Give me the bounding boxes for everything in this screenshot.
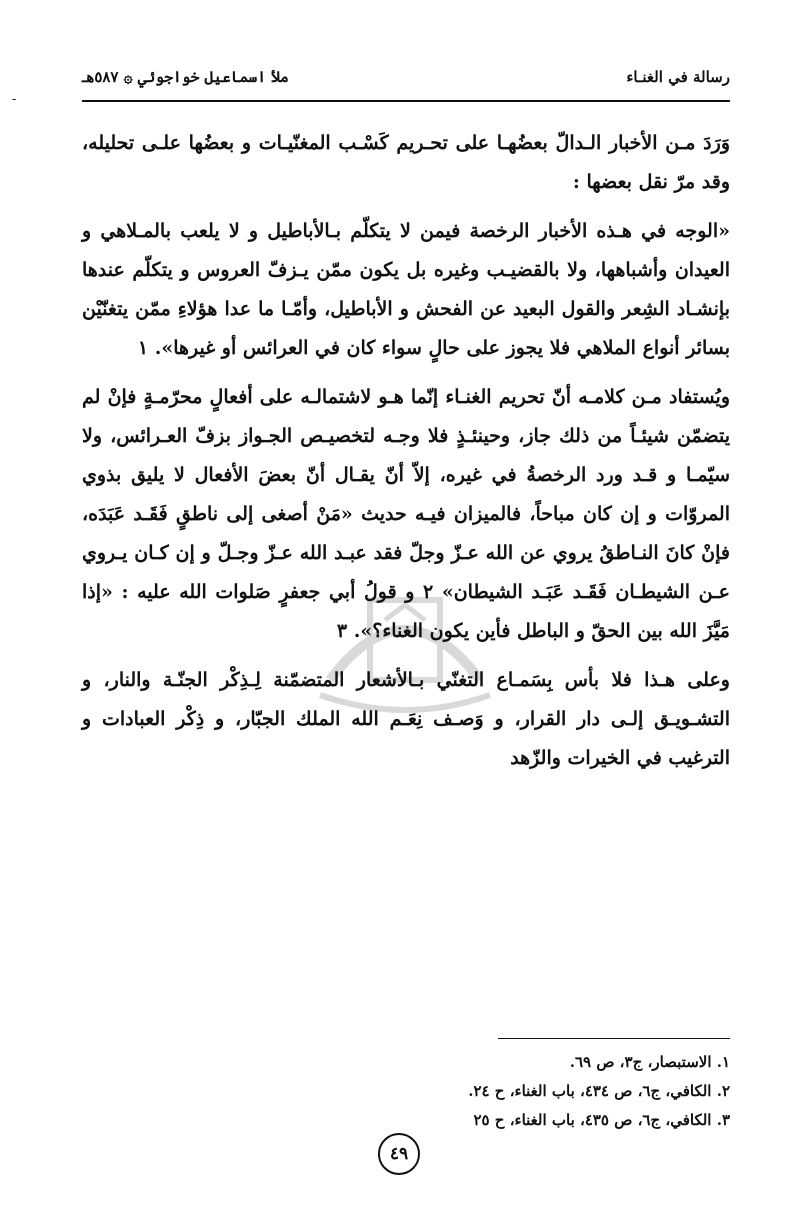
footnotes: [82, 1048, 730, 1135]
footnote-rule: [498, 1038, 730, 1039]
page-number: ٤٩: [378, 1133, 420, 1175]
footnote-2: ٢. الكافي، ج٦، ص ٤٣٤، باب الغناء، ح ٢٤.: [468, 1082, 730, 1100]
stray-mark: -: [12, 92, 17, 106]
footnote-1: ١. الاستبصار، ج٣، ص ٦٩.: [569, 1053, 730, 1071]
header-rule: [82, 100, 730, 102]
main-text: [82, 124, 730, 788]
footnote-3: ٣. الكافي، ج٦، ص ٤٣٥، باب الغناء، ح ٢٥: [473, 1111, 730, 1129]
paragraph-quote: «الوجه في هـذه الأخبار الرخصة فيمن لا يتكلّم بـالأباطيل و لا يلعب بالمـلاهي و العيدان وأشباهها، ولا بالقضيـب وغيره بل يكون ممّن يـزفّ العروس و يتكلّم عندها بإنشـاد الشِعر والقول البعيد عن الفحش و الأباطيل، وأمّـا ما عدا هؤلاءِ ممّن يتغنّيْن بسائر أنواع الملاهي فلا يجوز على حالٍ سواء كان في العرائس أو غيرها». ١: [82, 220, 730, 359]
book-title: رسالة في الغنـاء: [626, 68, 730, 86]
paragraph-intro: وَرَدَ مـن الأخبار الـدالّ بعضُهـا على تحـريم كَسْـب المغنّيـات و بعضُها علـى تحليله، وقد مرّ نقل بعضها :: [82, 132, 730, 193]
author-and-date: ملأ اسماعيل خواجوئي ۞ ٥٨٧هـ: [82, 68, 289, 86]
paragraph-commentary: ويُستفاد مـن كلامـه أنّ تحريم الغنـاء إنّما هـو لاشتمالـه على أفعالٍ محرّمـةٍ فإنْ لم يتضمّن شيئـاً من ذلك جاز، وحينئـذٍ فلا وجـه لتخصيـص الجـواز بزفّ العـرائس، ولا سيّمـا و قـد ورد الرخصةُ في غيره، إلاّ أنّ يقـال أنّ بعضَ الأفعال لا يليق بذوي المروّات و إن كان مباحاً، فالميزان فيـه حديث «مَنْ أصغى إلى ناطقٍ فَقَـد عَبَدَه، فإنْ كانَ النـاطقُ يروي عن الله عـزّ وجلّ فقد عبـد الله عـزّ وجـلّ و إن كـان يـروي عـن الشيطـان فَقَـد عَبَـد الشيطان» ٢ و قولُ أبي جعفرٍ صَلوات الله عليه : «إذا مَيَّزَ الله بين الحقّ و الباطل فأين يكون الغناء؟». ٣: [82, 386, 730, 642]
paragraph-conclusion: وعلى هـذا فلا بأس بِسَمـاع التغنّي بـالأشعار المتضمّنة لِـذِكْر الجنّـة والنار، و التشـويـق إلـى دار القرار، و وَصـف نِعَـم الله الملك الجبّار، و ذِكْر العبادات و الترغيب في الخيرات والزّهد: [82, 669, 730, 769]
running-header: [82, 64, 730, 94]
